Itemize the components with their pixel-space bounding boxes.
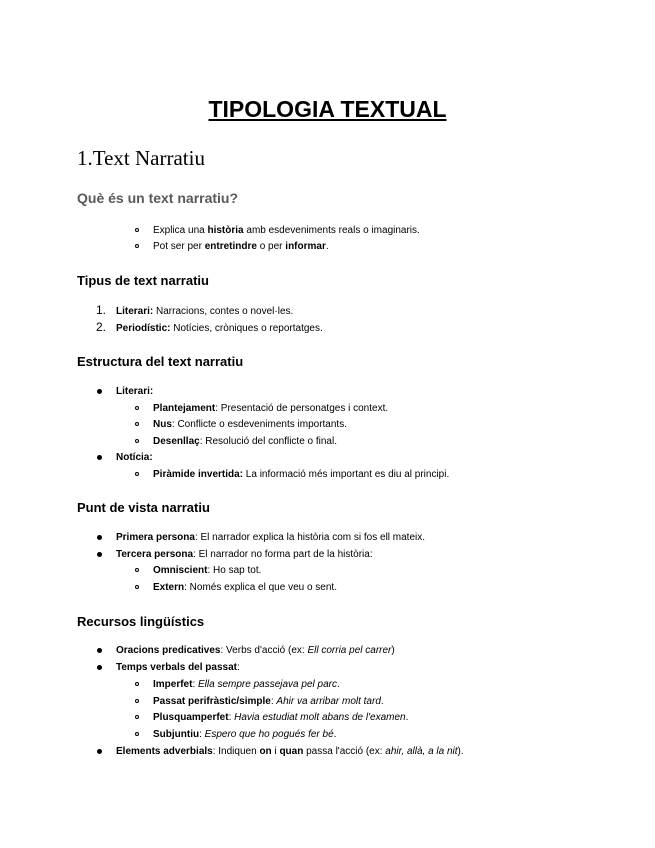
list-item: Subjuntiu: Espero que ho pogués fer bé. [153, 729, 337, 740]
disc-bullet-icon [97, 455, 102, 460]
circle-bullet-icon [135, 568, 139, 572]
list-item: Oracions predicatives: Verbs d'acció (ex: Ell corria pel carrer) [116, 645, 395, 656]
disc-bullet-icon [97, 389, 102, 394]
list-item: Plusquamperfet: Havia estudiat molt abans de l'examen. [153, 712, 409, 723]
circle-bullet-icon [135, 682, 139, 686]
list-item: Periodístic: Notícies, cròniques o reportatges. [116, 323, 323, 334]
list-item: Extern: Només explica el que veu o sent. [153, 582, 337, 593]
list-item: Passat perifràstic/simple: Ahir va arribar molt tard. [153, 696, 384, 707]
circle-bullet-icon [135, 439, 139, 443]
structure-heading: Estructura del text narratiu [77, 354, 244, 369]
disc-bullet-icon [97, 552, 102, 557]
list-item: Literari: [116, 386, 154, 397]
circle-bullet-icon [135, 715, 139, 719]
list-item: Imperfet: Ella sempre passejava pel parc. [153, 679, 340, 690]
list-item: Desenllaç: Resolució del conflicte o final. [153, 436, 337, 447]
circle-bullet-icon [135, 585, 139, 589]
list-item: Temps verbals del passat: [116, 662, 240, 673]
circle-bullet-icon [135, 244, 139, 248]
disc-bullet-icon [97, 665, 102, 670]
circle-bullet-icon [135, 732, 139, 736]
list-item: Omniscient: Ho sap tot. [153, 565, 262, 576]
list-number: 1. [96, 303, 107, 317]
list-item: Nus: Conflicte o esdeveniments importants. [153, 419, 347, 430]
disc-bullet-icon [97, 648, 102, 653]
list-item: Piràmide invertida: La informació més important es diu al principi. [153, 469, 450, 480]
what-is-question: Què és un text narratiu? [77, 190, 239, 206]
list-item: Literari: Narracions, contes o novel·les. [116, 306, 294, 317]
list-item: Pot ser per entretindre o per informar. [153, 241, 329, 252]
list-item: Explica una història amb esdeveniments reals o imaginaris. [153, 225, 420, 236]
disc-bullet-icon [97, 749, 102, 754]
list-item: Elements adverbials: Indiquen on i quan passa l'acció (ex: ahir, allà, a la nit). [116, 746, 464, 757]
list-item: Primera persona: El narrador explica la història com si fos ell mateix. [116, 532, 426, 543]
circle-bullet-icon [135, 228, 139, 232]
list-item: Notícia: [116, 452, 153, 463]
list-item: Plantejament: Presentació de personatges i context. [153, 403, 389, 414]
disc-bullet-icon [97, 535, 102, 540]
list-number: 2. [96, 320, 107, 334]
circle-bullet-icon [135, 699, 139, 703]
resources-heading: Recursos lingüístics [77, 614, 205, 629]
circle-bullet-icon [135, 422, 139, 426]
section-heading: 1.Text Narratiu [77, 146, 205, 170]
types-heading: Tipus de text narratiu [77, 273, 209, 288]
document-title: TIPOLOGIA TEXTUAL [208, 96, 447, 122]
list-item: Tercera persona: El narrador no forma part de la història: [116, 549, 373, 560]
circle-bullet-icon [135, 472, 139, 476]
point-of-view-heading: Punt de vista narratiu [77, 500, 210, 515]
circle-bullet-icon [135, 406, 139, 410]
